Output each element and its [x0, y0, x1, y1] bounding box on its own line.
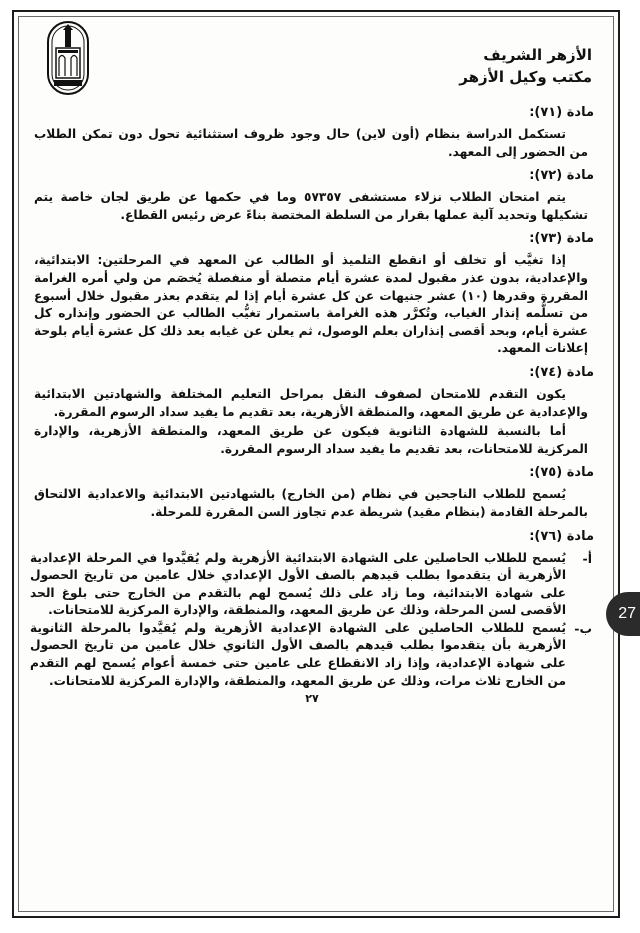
article-75-title: مادة (٧٥): — [529, 465, 594, 481]
institution-name: الأزهر الشريف — [483, 46, 592, 64]
article-73-text: إذا تغيَّب أو تخلف أو انقطع التلميذ أو الطالب عن المعهد في المرحلتين: الابتدائية، والإعدادية، بدون عذر مقبول لمدة عشرة أيام متصلة أو منفصلة يُخصَم من ولي أمره الغرامة المقررة وقدرها (١٠) عشر جنيهات عن كل عشرة أيام إذا لم يتقدم بعذر مقبول خلال أسبوع من تسلُّمه إنذار الغياب، وتُكرَّر هذه الغرامة باستمرار تغيُّب الطالب عن الحضور وإنذاره كل عشرة أيام، وبحد أقصى إنذاران بعلم الوصول، ثم يعلن عن غيابه بعد ذلك كل عشرة أيام بلوحة إعلانات المعهد. — [34, 253, 588, 356]
azhar-logo-icon — [46, 20, 90, 96]
article-72-title: مادة (٧٢): — [529, 168, 594, 184]
article-76-title: مادة (٧٦): — [529, 528, 594, 544]
article-73-title: مادة (٧٣): — [529, 231, 594, 247]
list-marker: أ- — [582, 550, 592, 566]
article-74-text-2: أما بالنسبة للشهادة الثانوية فيكون عن طريق المعهد، والمنطقة الأزهرية، والإدارة المركزية للامتحانات، بعد تقديم ما يفيد سداد الرسوم المقررة. — [34, 424, 588, 456]
article-71-text: تستكمل الدراسة بنظام (أون لاين) حال وجود ظروف استثنائية تحول دون تمكن الطلاب من الحضور إلى المعهد. — [34, 127, 588, 159]
document-page — [26, 18, 598, 908]
list-marker: ب- — [574, 620, 592, 636]
list-item-text: يُسمح للطلاب الحاصلين على الشهادة الإعدادية الأزهرية ولم يُقيَّدوا بالمرحلة الثانوية الأزهرية بأن يتقدموا بطلب قيدهم بالصف الأول الثانوي خلال عامين من تاريخ الحصول على شهادة الإعدادية، وإذا زاد الانقطاع على عامين حتى خمسة أعوام يُسمح لهم التقدم من الخارج ثلاث مرات، وذلك عن طريق المعهد، والمنطقة، والإدارة المركزية للامتحانات. — [30, 620, 566, 688]
list-item — [30, 550, 592, 620]
article-74-text: يكون التقدم للامتحان لصفوف النقل بمراحل التعليم المختلفة والشهادتين الابتدائية والإعدادية عن طريق المعهد، والمنطقة الأزهرية، بعد تقديم ما يفيد سداد الرسوم المقررة. — [34, 386, 588, 419]
page-number-badge: 27 — [606, 592, 640, 636]
list-item-text: يُسمح للطلاب الحاصلين على الشهادة الابتدائية الأزهرية ولم يُقيَّدوا في المرحلة الإعدادية الأزهرية أن يتقدموا بطلب قيدهم بالصف الأول الإعدادي خلال عامين من تاريخ الحصول على شهادة الابتدائية، وما زاد على ذلك يُسمح لهم بالتقدم من الخارج حتى بلوغ الحد الأقصى لسن المرحلة، وذلك عن طريق المعهد، والمنطقة، والإدارة المركزية للامتحانات. — [30, 550, 566, 618]
article-75-text: يُسمح للطلاب الناجحين في نظام (من الخارج) بالشهادتين الابتدائية والاعدادية الالتحاق بالمرحلة القادمة (بنظام مقيد) شريطة عدم تجاوز السن المقررة للمرحلة. — [34, 487, 588, 519]
article-74-title: مادة (٧٤): — [529, 364, 594, 380]
article-71-title: مادة (٧١): — [529, 105, 594, 120]
page-number: ٢٧ — [305, 692, 319, 706]
document-header — [26, 18, 598, 98]
office-name: مكتب وكيل الأزهر — [459, 68, 592, 86]
article-72-text: يتم امتحان الطلاب نزلاء مستشفى ٥٧٣٥٧ وما في حكمها عن طريق لجان خاصة يتم تشكيلها وتحديد آلية عملها بقرار من السلطة المختصة بناءً عرض رئيس القطاع. — [34, 190, 588, 222]
article-76-list — [26, 550, 598, 691]
list-item — [30, 620, 592, 690]
institution-heading — [459, 44, 592, 88]
